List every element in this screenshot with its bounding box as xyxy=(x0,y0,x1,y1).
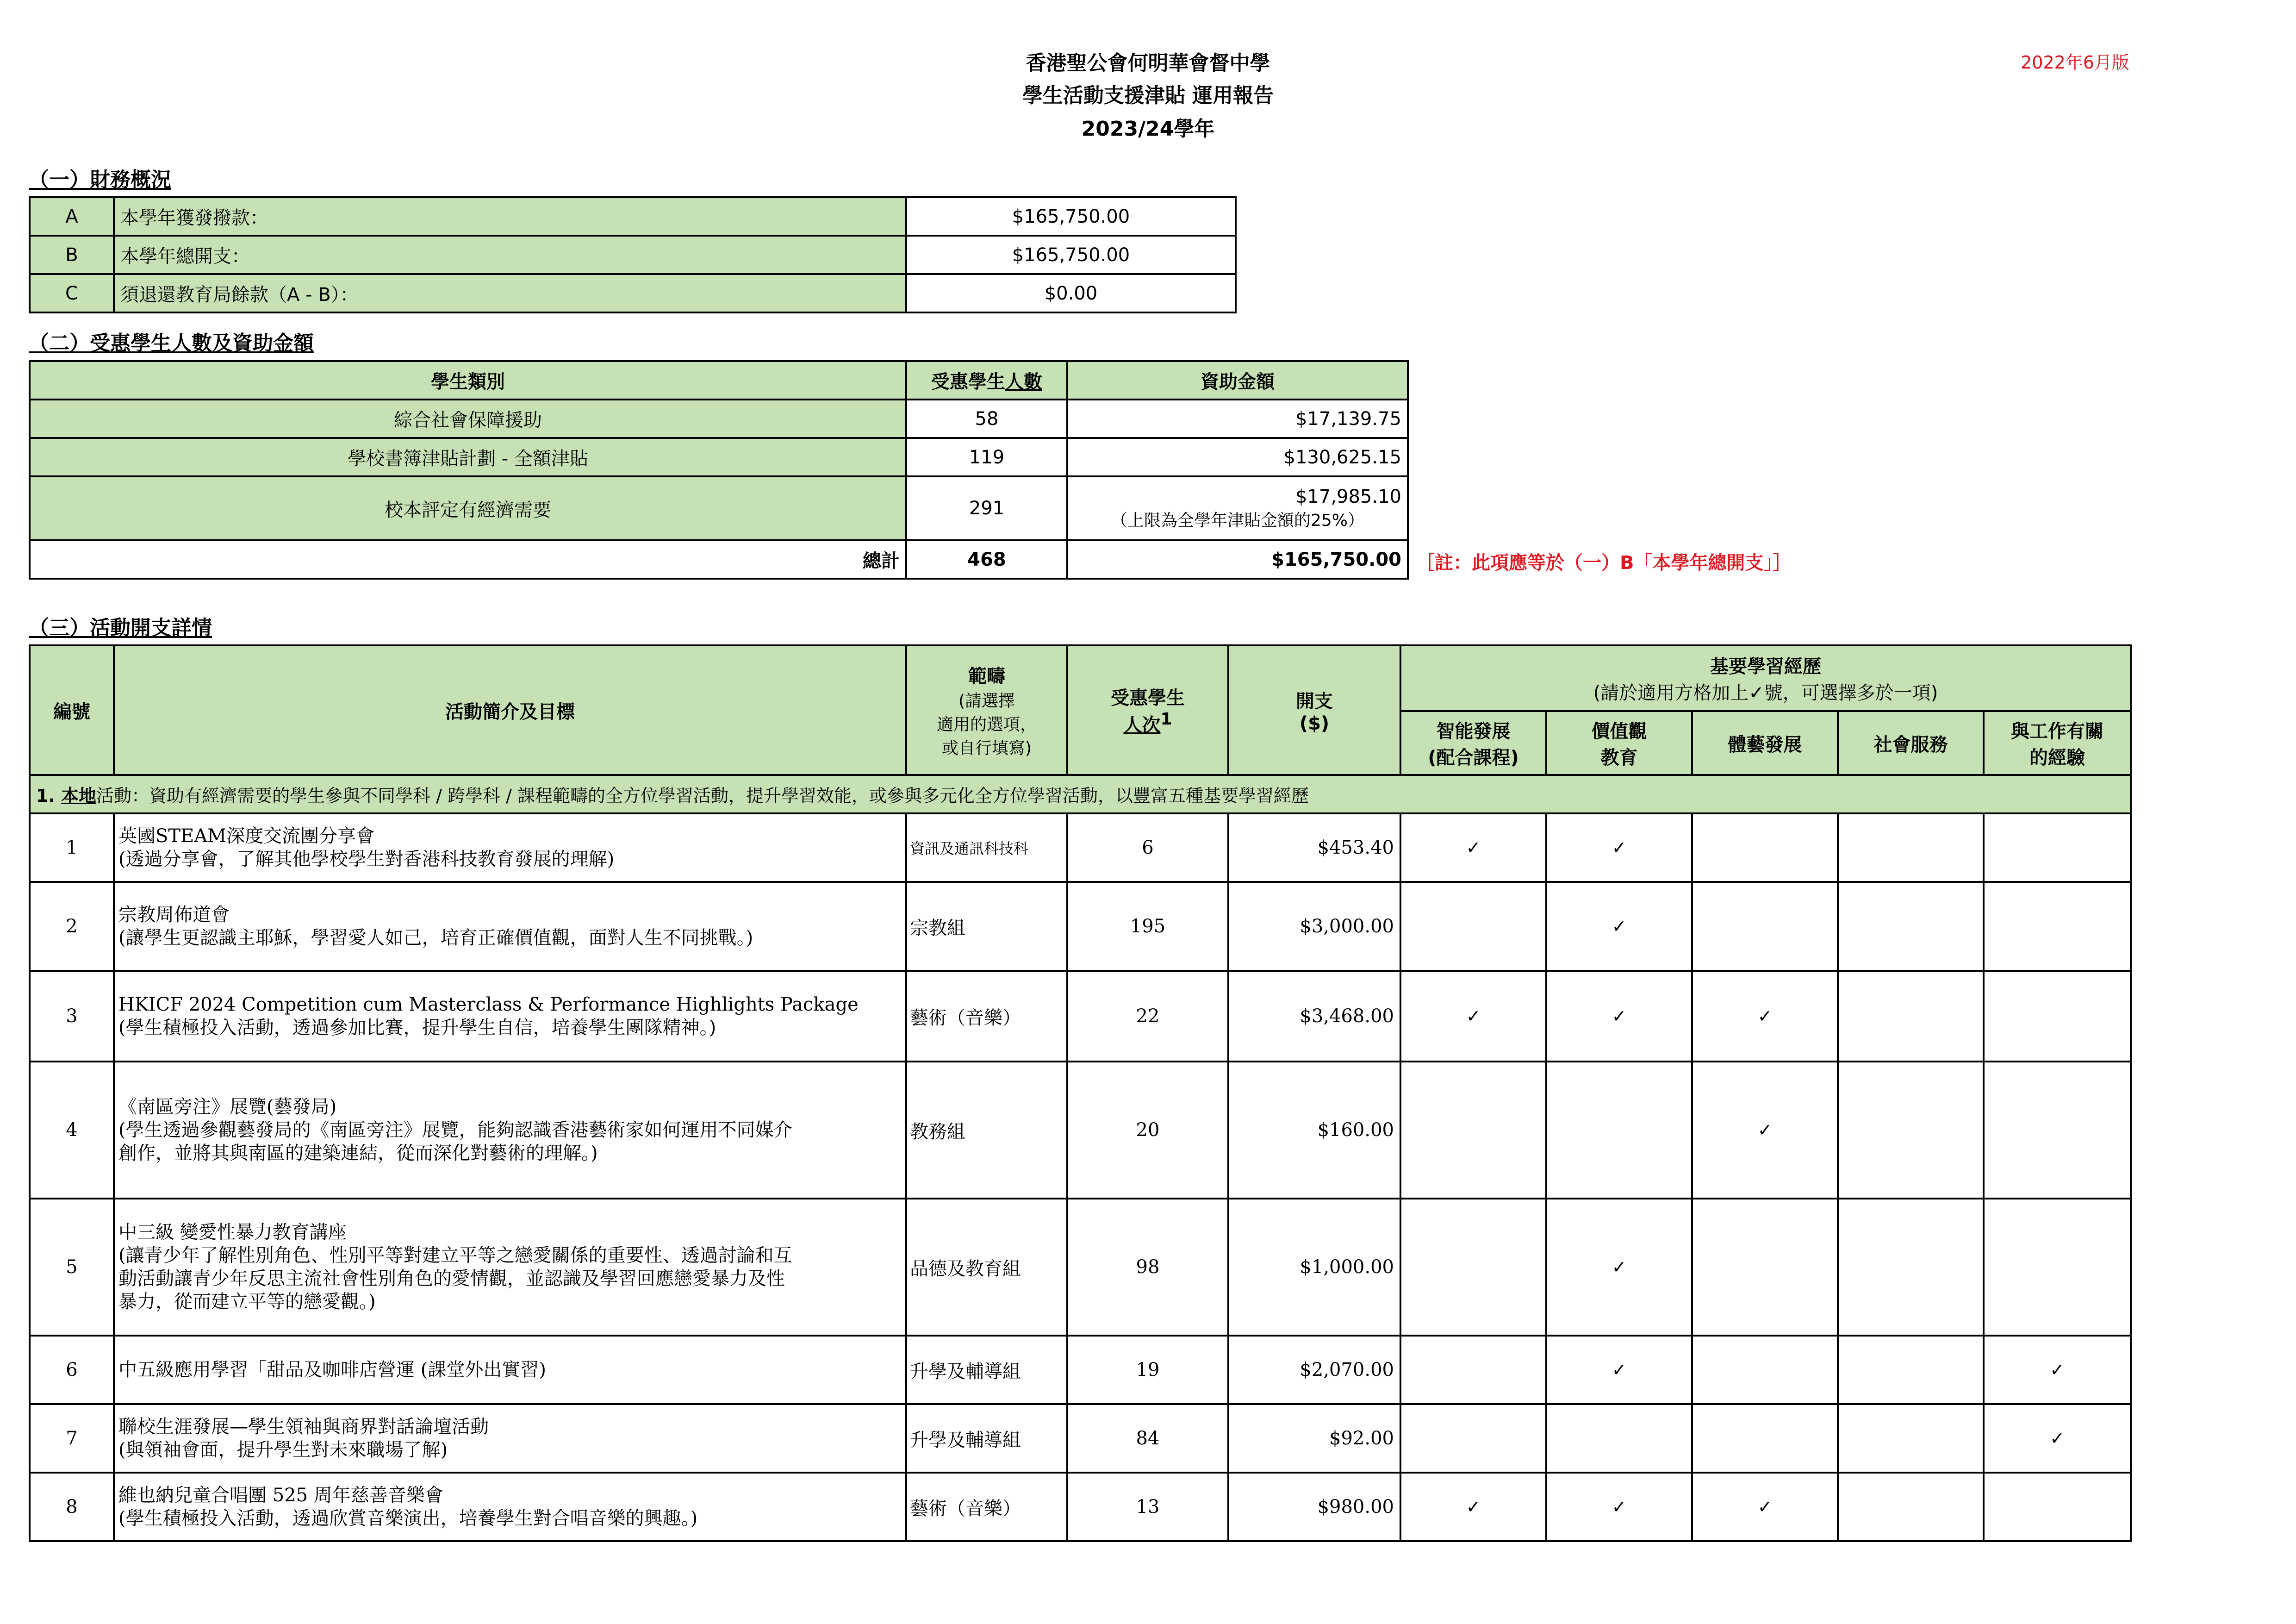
activity-expense: $1,000.00 xyxy=(1228,1199,1400,1336)
col-values-education xyxy=(1546,711,1692,775)
activity-students: 19 xyxy=(1067,1336,1228,1404)
col-scope-note: 或自行填寫) xyxy=(941,739,1032,758)
school-name: 香港聖公會何明華會督中學 xyxy=(1026,51,1270,75)
local-caption-number: 1. xyxy=(36,786,62,806)
exp-col-line1: 與工作有關 xyxy=(2011,721,2103,742)
activity-description xyxy=(114,1473,906,1541)
tick-arts-cell xyxy=(1692,1404,1838,1473)
activity-row xyxy=(30,1336,2131,1404)
activity-row xyxy=(30,1062,2131,1199)
tick-service-cell xyxy=(1838,1473,1984,1541)
col-arts-physical xyxy=(1692,711,1838,775)
col-community-service xyxy=(1838,711,1984,775)
col-scope-title: 範疇 xyxy=(968,666,1005,687)
activity-number: 8 xyxy=(30,1473,114,1541)
col-number: 編號 xyxy=(30,645,114,775)
form-version: 2022年6月版 xyxy=(2021,52,2129,73)
activity-number: 3 xyxy=(30,971,114,1062)
tick-service-cell xyxy=(1838,882,1984,971)
col-career-related xyxy=(1984,711,2131,775)
checkmark-icon: ✓ xyxy=(1612,1360,1627,1380)
subsidy-amount: $130,625.15 xyxy=(1067,438,1408,476)
col-expense xyxy=(1228,645,1400,775)
report-title: 學生活動支援津貼 運用報告 xyxy=(1022,84,1274,107)
local-activities-row xyxy=(30,775,2131,813)
tick-career-cell xyxy=(1984,1336,2131,1404)
activity-expense: $3,468.00 xyxy=(1228,971,1400,1062)
finance-value: $0.00 xyxy=(906,274,1236,312)
activity-students: 20 xyxy=(1067,1062,1228,1199)
tick-career-cell xyxy=(1984,882,2131,971)
checkmark-icon: ✓ xyxy=(1612,916,1627,937)
tick-intellectual-cell xyxy=(1400,813,1546,882)
tick-service-cell xyxy=(1838,1336,1984,1404)
activity-students: 6 xyxy=(1067,813,1228,882)
tick-intellectual-cell xyxy=(1400,1404,1546,1473)
tick-career-cell xyxy=(1984,1062,2131,1199)
student-category: 綜合社會保障援助 xyxy=(30,400,906,438)
tick-intellectual-cell xyxy=(1400,971,1546,1062)
activity-number: 5 xyxy=(30,1199,114,1336)
activity-expense: $453.40 xyxy=(1228,813,1400,882)
tick-values-cell xyxy=(1546,882,1692,971)
finance-value: $165,750.00 xyxy=(906,197,1236,236)
finance-row xyxy=(30,274,1236,312)
col-students-line1: 受惠學生 xyxy=(1111,687,1185,709)
col-count-prefix: 受惠學生 xyxy=(931,371,1005,393)
checkmark-icon: ✓ xyxy=(1757,1120,1773,1140)
activity-scope: 升學及輔導組 xyxy=(906,1336,1067,1404)
tick-career-cell xyxy=(1984,813,2131,882)
activity-description xyxy=(114,1404,906,1473)
tick-values-cell xyxy=(1546,1404,1692,1473)
activity-expense-table xyxy=(29,644,2132,1542)
activity-students: 195 xyxy=(1067,882,1228,971)
activity-description-line: 宗教周佈道會 xyxy=(118,904,230,925)
tick-career-cell xyxy=(1984,971,2131,1062)
activity-expense: $2,070.00 xyxy=(1228,1336,1400,1404)
activity-scope: 資訊及通訊科技科 xyxy=(906,813,1067,882)
activity-students: 13 xyxy=(1067,1473,1228,1541)
student-category: 校本評定有經濟需要 xyxy=(30,476,906,540)
exp-col-line1: 價值觀 xyxy=(1591,721,1647,742)
activity-expense: $92.00 xyxy=(1228,1404,1400,1473)
activity-row xyxy=(30,1404,2131,1473)
section3-heading: （三）活動開支詳情 xyxy=(29,616,212,640)
beneficiary-count: 119 xyxy=(906,438,1067,476)
tick-intellectual-cell xyxy=(1400,1473,1546,1541)
activity-description-line: 創作，並將其與南區的建築連結，從而深化對藝術的理解。) xyxy=(118,1143,598,1164)
tick-intellectual-cell xyxy=(1400,1336,1546,1404)
activity-description xyxy=(114,1062,906,1199)
finance-value: $165,750.00 xyxy=(906,236,1236,274)
tick-intellectual-cell xyxy=(1400,1199,1546,1336)
financial-summary-table xyxy=(29,196,1237,313)
learning-exp-instruction: (請於適用方格加上✓號，可選擇多於一項) xyxy=(1593,682,1938,704)
activity-number: 1 xyxy=(30,813,114,882)
total-amount: $165,750.00 xyxy=(1067,540,1408,579)
checkmark-icon: ✓ xyxy=(1612,1497,1627,1517)
tick-values-cell xyxy=(1546,813,1692,882)
activity-number: 7 xyxy=(30,1404,114,1473)
beneficiary-row xyxy=(30,476,1408,540)
activity-description-line: (學生積極投入活動，透過欣賞音樂演出，培養學生對合唱音樂的興趣。) xyxy=(118,1508,698,1529)
finance-code: C xyxy=(30,274,114,312)
activity-number: 4 xyxy=(30,1062,114,1199)
checkmark-icon: ✓ xyxy=(1612,1257,1627,1277)
activity-students: 98 xyxy=(1067,1199,1228,1336)
tick-arts-cell xyxy=(1692,1473,1838,1541)
col-students-line2: 人次 xyxy=(1123,714,1161,736)
total-label: 總計 xyxy=(30,540,906,579)
finance-code: B xyxy=(30,236,114,274)
finance-row xyxy=(30,236,1236,274)
subsidy-amount: $17,139.75 xyxy=(1067,400,1408,438)
tick-service-cell xyxy=(1838,971,1984,1062)
activity-description-line: (學生透過參觀藝發局的《南區旁注》展覽，能夠認識香港藝術家如何運用不同媒介 xyxy=(118,1119,792,1141)
checkmark-icon: ✓ xyxy=(2050,1360,2065,1380)
tick-arts-cell xyxy=(1692,971,1838,1062)
activity-description-line: 《南區旁注》展覽(藝發局) xyxy=(118,1096,337,1118)
student-category: 學校書簿津貼計劃 - 全額津貼 xyxy=(30,438,906,476)
activity-description xyxy=(114,1199,906,1336)
beneficiary-row xyxy=(30,400,1408,438)
activity-description xyxy=(114,971,906,1062)
exp-col-line2: 教育 xyxy=(1600,747,1638,768)
activity-scope: 藝術（音樂） xyxy=(906,1473,1067,1541)
beneficiary-count: 291 xyxy=(906,476,1067,540)
total-count: 468 xyxy=(906,540,1067,579)
activity-row xyxy=(30,1473,2131,1541)
activity-number: 2 xyxy=(30,882,114,971)
activity-scope: 品德及教育組 xyxy=(906,1199,1067,1336)
activity-students: 22 xyxy=(1067,971,1228,1062)
activity-description-line: (讓青少年了解性別角色、性別平等對建立平等之戀愛關係的重要性、透過討論和互 xyxy=(118,1245,792,1266)
activity-scope: 藝術（音樂） xyxy=(906,971,1067,1062)
beneficiary-row xyxy=(30,438,1408,476)
tick-values-cell xyxy=(1546,1062,1692,1199)
activity-row xyxy=(30,813,2131,882)
activity-students: 84 xyxy=(1067,1404,1228,1473)
exp-col-line1: 社會服務 xyxy=(1873,734,1948,756)
activity-expense: $160.00 xyxy=(1228,1062,1400,1199)
tick-intellectual-cell xyxy=(1400,1062,1546,1199)
activity-description-line: 動活動讓青少年反思主流社會性別角色的愛情觀，並認識及學習回應戀愛暴力及性 xyxy=(118,1268,785,1289)
tick-arts-cell xyxy=(1692,1062,1838,1199)
col-description: 活動簡介及目標 xyxy=(114,645,906,775)
checkmark-icon: ✓ xyxy=(1757,1006,1773,1026)
checkmark-icon: ✓ xyxy=(1612,837,1627,858)
local-activities-caption xyxy=(30,775,2131,813)
tick-service-cell xyxy=(1838,1404,1984,1473)
activity-description xyxy=(114,1336,906,1404)
subsidy-amount: $17,985.10 xyxy=(1295,486,1401,507)
tick-intellectual-cell xyxy=(1400,882,1546,971)
activity-description xyxy=(114,813,906,882)
checkmark-icon: ✓ xyxy=(1466,1497,1481,1517)
activity-description-line: 英國STEAM深度交流團分享會 xyxy=(118,825,375,847)
exp-col-line1: 體藝發展 xyxy=(1728,734,1802,756)
activity-header-row xyxy=(30,645,2131,711)
checkmark-icon: ✓ xyxy=(1757,1497,1773,1517)
checkmark-icon: ✓ xyxy=(1612,1006,1627,1026)
finance-code: A xyxy=(30,197,114,236)
col-expense-line2: ($) xyxy=(1299,712,1330,734)
school-year: 2023/24學年 xyxy=(1081,117,1215,141)
subsidy-cap-note: （上限為全學年津貼金額的25%） xyxy=(1110,511,1365,530)
tick-values-cell xyxy=(1546,1199,1692,1336)
tick-career-cell xyxy=(1984,1404,2131,1473)
activity-description-line: 中三級 變愛性暴力教育講座 xyxy=(118,1222,347,1243)
activity-expense: $980.00 xyxy=(1228,1473,1400,1541)
finance-label: 本學年總開支： xyxy=(114,236,906,274)
activity-description-line: (讓學生更認識主耶穌，學習愛人如己，培育正確價值觀，面對人生不同挑戰。) xyxy=(118,927,753,949)
tick-values-cell xyxy=(1546,1336,1692,1404)
tick-arts-cell xyxy=(1692,1199,1838,1336)
col-subsidy-amount: 資助金額 xyxy=(1067,361,1408,400)
activity-description-line: (透過分享會，了解其他學校學生對香港科技教育發展的理解) xyxy=(118,849,615,870)
activity-scope: 教務組 xyxy=(906,1062,1067,1199)
tick-service-cell xyxy=(1838,1062,1984,1199)
tick-values-cell xyxy=(1546,971,1692,1062)
finance-label: 本學年獲發撥款： xyxy=(114,197,906,236)
section1-heading: （一）財務概況 xyxy=(29,168,171,192)
tick-arts-cell xyxy=(1692,1336,1838,1404)
activity-number: 6 xyxy=(30,1336,114,1404)
finance-label: 須退還教育局餘款（A - B）： xyxy=(114,274,906,312)
learning-exp-title: 基要學習經歷 xyxy=(1710,656,1821,677)
col-learning-experiences xyxy=(1400,645,2131,711)
activity-scope: 升學及輔導組 xyxy=(906,1404,1067,1473)
activity-row xyxy=(30,971,2131,1062)
exp-col-line2: 的經驗 xyxy=(2029,747,2085,768)
activity-row xyxy=(30,1199,2131,1336)
total-note: ［註：此項應等於（一）B「本學年總開支」］ xyxy=(1416,552,1792,574)
col-intellectual-development xyxy=(1400,711,1546,775)
activity-description-line: 維也納兒童合唱團 525 周年慈善音樂會 xyxy=(118,1485,443,1506)
checkmark-icon: ✓ xyxy=(1466,837,1481,858)
col-scope xyxy=(906,645,1067,775)
activity-expense: $3,000.00 xyxy=(1228,882,1400,971)
local-caption-keyword: 本地 xyxy=(61,786,97,806)
activity-description-line: (學生積極投入活動，透過參加比賽，提升學生自信，培養學生團隊精神。) xyxy=(118,1017,716,1038)
col-scope-note: 適用的選項， xyxy=(936,715,1037,734)
col-count-suffix: 人數 xyxy=(1005,371,1042,393)
activity-rows xyxy=(30,813,2131,1541)
col-students xyxy=(1067,645,1228,775)
activity-description-line: 中五級應用學習「甜品及咖啡店營運 (課堂外出實習) xyxy=(118,1359,546,1380)
tick-service-cell xyxy=(1838,813,1984,882)
tick-values-cell xyxy=(1546,1473,1692,1541)
tick-career-cell xyxy=(1984,1473,2131,1541)
col-student-category: 學生類別 xyxy=(30,361,906,400)
beneficiary-total-row xyxy=(30,540,1408,579)
checkmark-icon: ✓ xyxy=(2050,1428,2065,1449)
col-beneficiary-count xyxy=(906,361,1067,400)
col-expense-line1: 開支 xyxy=(1296,690,1333,712)
tick-service-cell xyxy=(1838,1199,1984,1336)
local-caption-text: 活動：資助有經濟需要的學生參與不同學科 / 跨學科 / 課程範疇的全方位學習活動，提升學習效能，或參與多元化全方位學習活動，以豐富五種基要學習經歷 xyxy=(96,786,1309,806)
subsidy-amount-cell xyxy=(1067,476,1408,540)
activity-description-line: (與領袖會面，提升學生對未來職場了解) xyxy=(118,1439,448,1461)
checkmark-icon: ✓ xyxy=(1466,1006,1481,1026)
activity-description-line: 暴力，從而建立平等的戀愛觀。) xyxy=(118,1291,376,1312)
beneficiary-header-row xyxy=(30,361,1408,400)
tick-career-cell xyxy=(1984,1199,2131,1336)
exp-col-line1: 智能發展 xyxy=(1436,721,1511,742)
activity-row xyxy=(30,882,2131,971)
activity-description-line: HKICF 2024 Competition cum Masterclass & Performance Highlights Package xyxy=(118,994,859,1015)
activity-scope: 宗教組 xyxy=(906,882,1067,971)
activity-description xyxy=(114,882,906,971)
beneficiary-count: 58 xyxy=(906,400,1067,438)
finance-row xyxy=(30,197,1236,236)
activity-description-line: 聯校生涯發展—學生領袖與商界對話論壇活動 xyxy=(118,1416,489,1437)
col-students-footnote: 1 xyxy=(1160,710,1172,729)
tick-arts-cell xyxy=(1692,813,1838,882)
section2-heading: （二）受惠學生人數及資助金額 xyxy=(29,331,314,355)
col-scope-note: (請選擇 xyxy=(958,692,1015,711)
tick-arts-cell xyxy=(1692,882,1838,971)
exp-col-line2: (配合課程) xyxy=(1428,747,1519,768)
beneficiary-table xyxy=(29,360,1409,580)
